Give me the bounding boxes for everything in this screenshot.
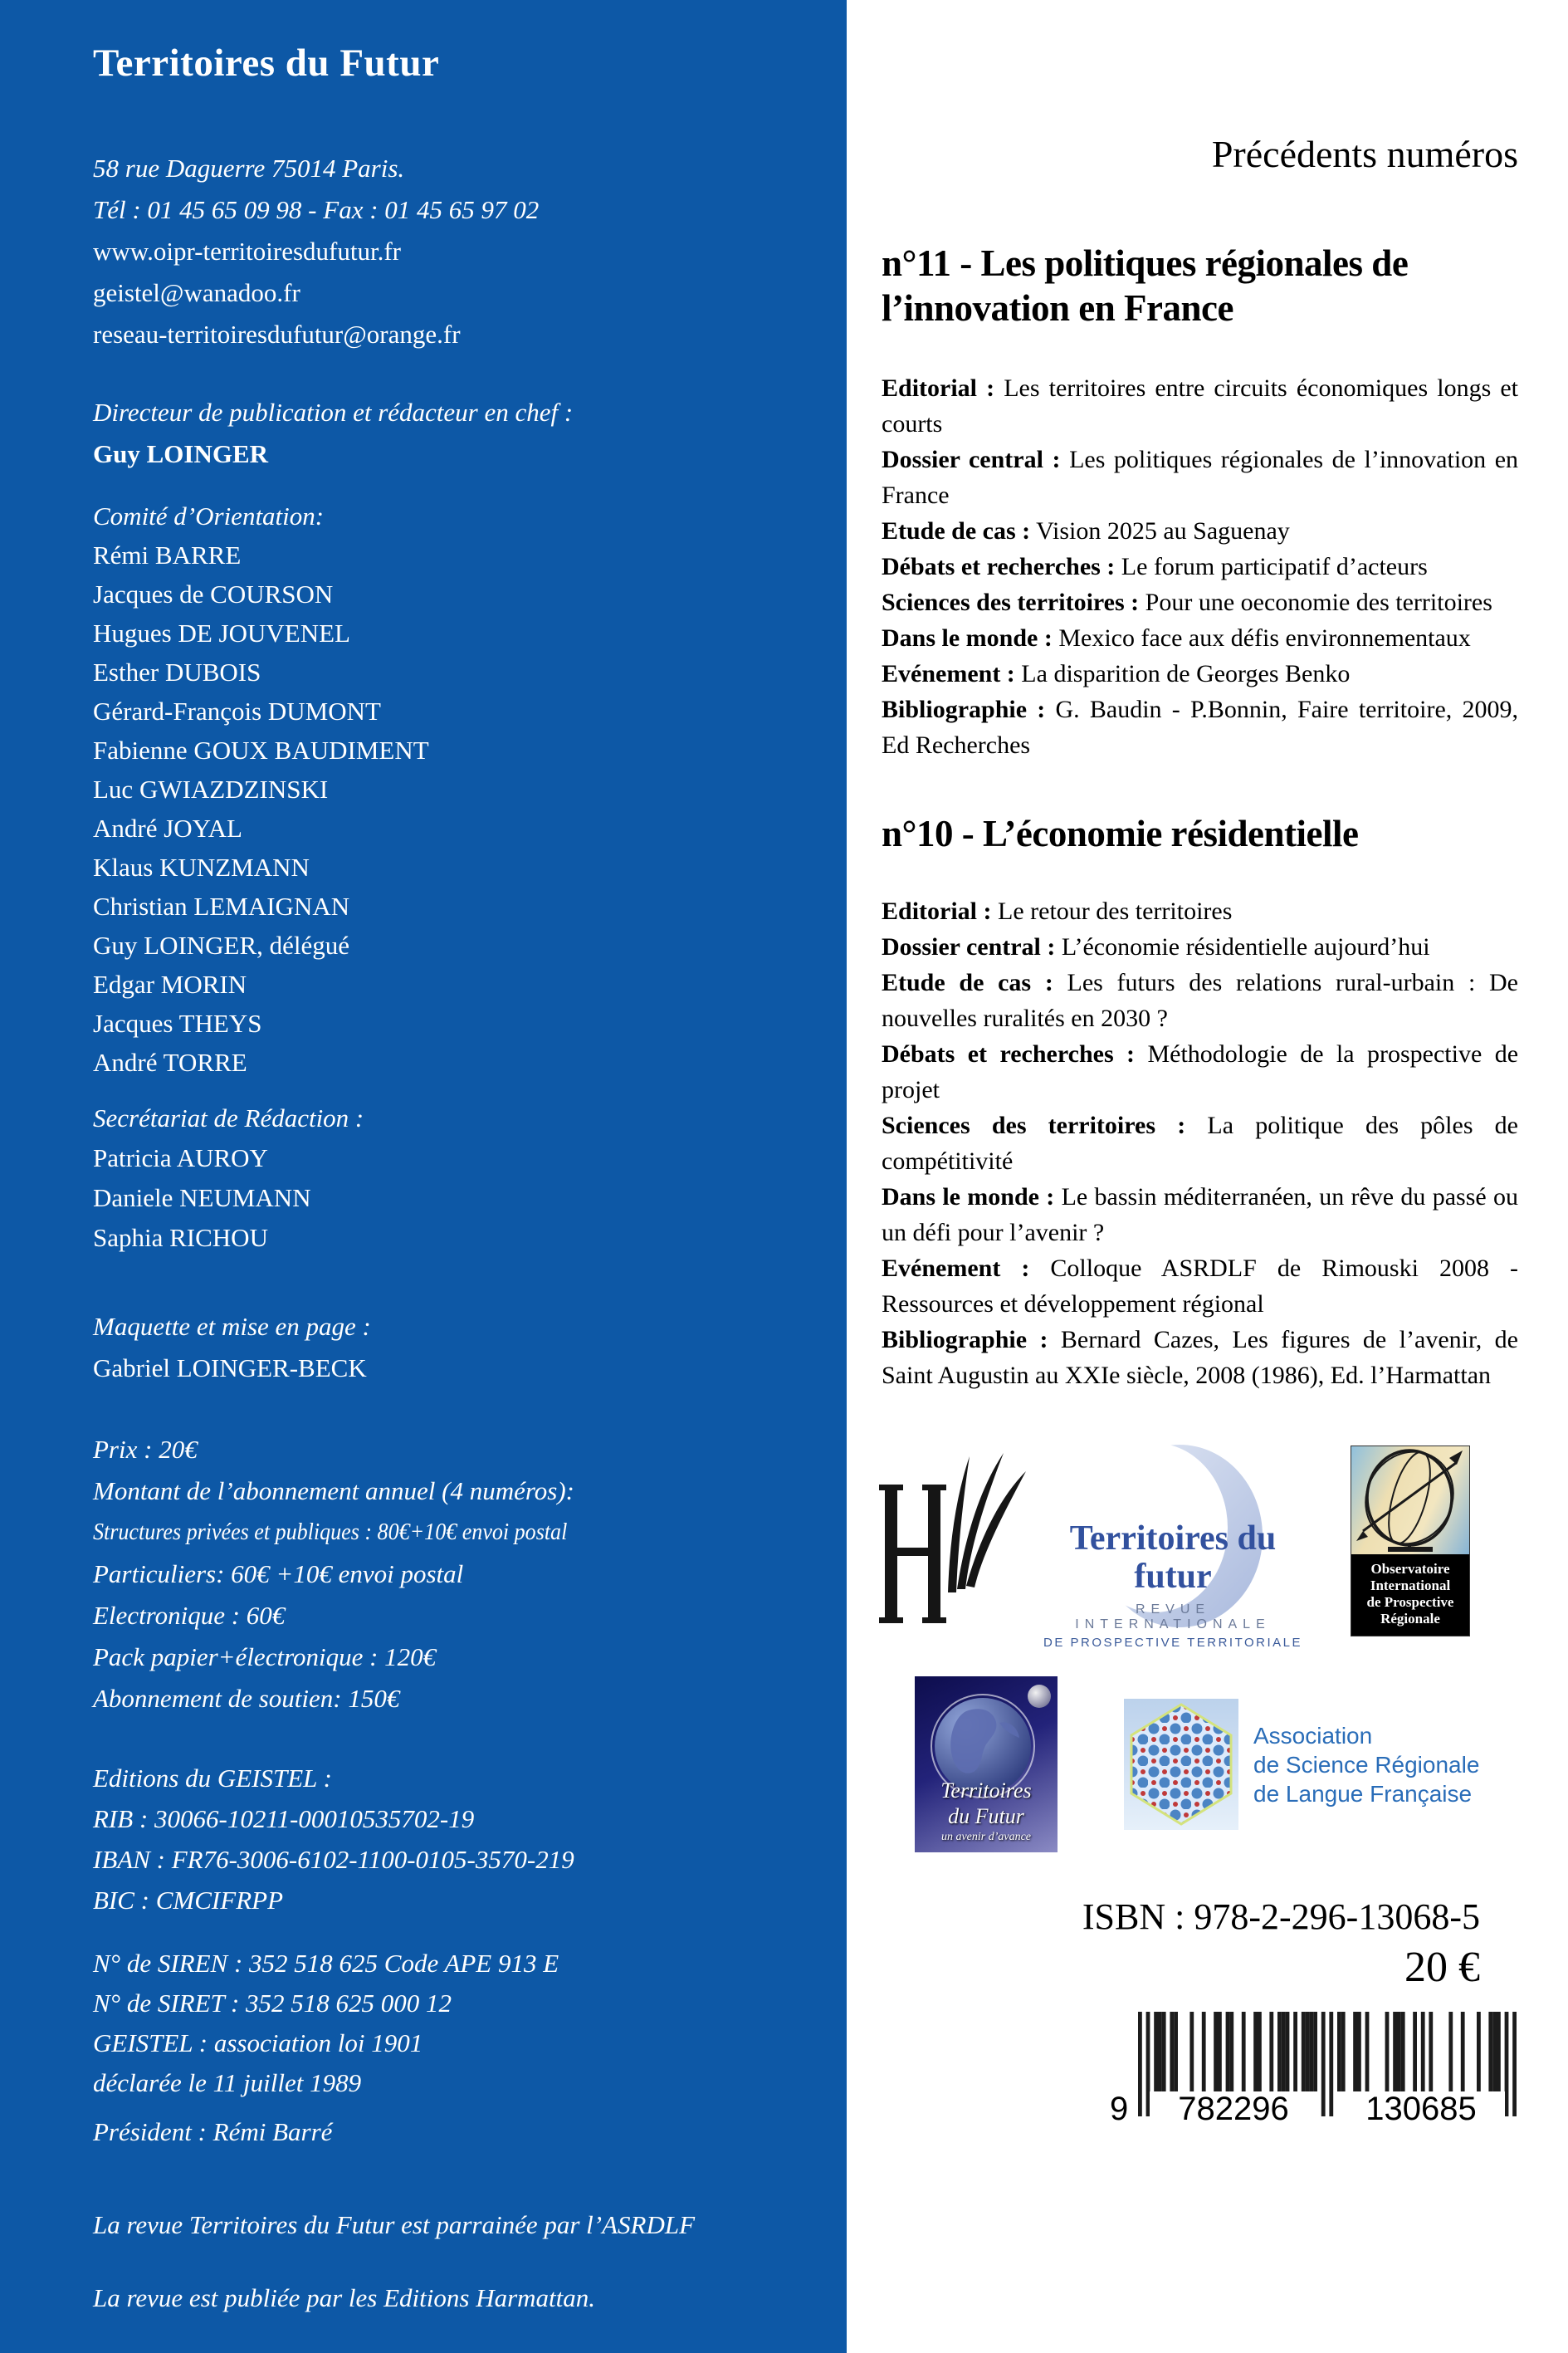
- secretariat-list: [93, 1138, 805, 1258]
- entry-text: Bernard Cazes, Les figures de l’avenir, de Saint Augustin au XXIe siècle, 2008 (1986), Ed. l’Harmattan: [882, 1326, 1518, 1389]
- legal-line: déclarée le 11 juillet 1989: [93, 2068, 362, 2097]
- entry-text: La politique des pôles de compétitivité: [882, 1112, 1518, 1175]
- contact-link-line[interactable]: www.oipr-territoiresdufutur.fr: [93, 237, 401, 266]
- observatoire-text-line: International: [1370, 1577, 1451, 1593]
- secretariat-member: Patricia AUROY: [93, 1143, 268, 1172]
- committee-member: André JOYAL: [93, 814, 242, 843]
- links-block: [93, 231, 805, 355]
- entry-label: Sciences des territoires :: [882, 1112, 1186, 1139]
- committee-member: Christian LEMAIGNAN: [93, 892, 350, 921]
- issue-entry: [882, 1250, 1518, 1322]
- address-line: 58 rue Daguerre 75014 Paris.: [93, 154, 405, 183]
- publisher-line: La revue est publiée par les Editions Harmattan.: [93, 2283, 596, 2312]
- observatoire-logo: [1351, 1446, 1470, 1636]
- entry-text: Le retour des territoires: [998, 898, 1233, 925]
- asrdlf-logo-text: [1253, 1721, 1479, 1808]
- issue-entry: [882, 1108, 1518, 1179]
- issue-entry: [882, 620, 1518, 656]
- issue-entry: [882, 370, 1518, 442]
- issue-11-contents: [882, 370, 1518, 763]
- globe-logo-line3: un avenir d’avance: [940, 1831, 1032, 1843]
- sponsor-line: La revue Territoires du Futur est parrainée par l’ASRDLF: [93, 2210, 696, 2239]
- pricing-line: Structures privées et publiques : 80€+10€ envoi postal: [93, 1519, 568, 1545]
- issue-entry: [882, 1179, 1518, 1250]
- asrdlf-text-line: de Science Régionale: [1253, 1751, 1480, 1778]
- issue-entry: [882, 893, 1518, 929]
- issue-10-section: [882, 811, 1518, 1393]
- committee-member: Jacques THEYS: [93, 1009, 262, 1038]
- entry-text: Les futurs des relations rural-urbain : De nouvelles ruralités en 2030 ?: [882, 969, 1518, 1032]
- barcode: [1110, 2012, 1518, 2130]
- observatoire-text-line: Régionale: [1380, 1610, 1440, 1627]
- issue-entry: [882, 965, 1518, 1036]
- entry-text: Le forum participatif d’acteurs: [1121, 553, 1428, 580]
- committee-member: Esther DUBOIS: [93, 658, 261, 687]
- issue-entry: [882, 656, 1518, 692]
- entry-label: Bibliographie :: [882, 696, 1046, 723]
- entry-text: Les territoires entre circuits économiques longs et courts: [882, 374, 1519, 438]
- committee-member: Edgar MORIN: [93, 970, 247, 999]
- contact-link-line[interactable]: geistel@wanadoo.fr: [93, 278, 300, 307]
- issue-entry: [882, 549, 1518, 585]
- publisher-block: [93, 2277, 805, 2319]
- entry-label: Dossier central :: [882, 933, 1056, 961]
- pricing-line: Abonnement de soutien: 150€: [93, 1684, 400, 1713]
- entry-label: Dans le monde :: [882, 1183, 1055, 1211]
- barcode-digits-left: 782296: [1150, 2091, 1317, 2126]
- contact-link-line[interactable]: reseau-territoiresdufutur@orange.fr: [93, 320, 461, 349]
- observatoire-logo-text: [1351, 1554, 1469, 1636]
- secretariat-block: [93, 1098, 805, 1258]
- entry-text: La disparition de Georges Benko: [1021, 660, 1351, 687]
- president-block: [93, 2111, 805, 2153]
- committee-member: Klaus KUNZMANN: [93, 853, 310, 882]
- legal-line: N° de SIRET : 352 518 625 000 12: [93, 1989, 452, 2018]
- maquette-block: [93, 1306, 805, 1389]
- barcode-digit-leading: 9: [1110, 2091, 1129, 2127]
- pricing-line: Particuliers: 60€ +10€ envoi postal: [93, 1559, 464, 1588]
- committee-member: Luc GWIAZDZINSKI: [93, 775, 329, 804]
- issue-entry: [882, 442, 1518, 513]
- entry-label: Bibliographie :: [882, 1326, 1048, 1353]
- pricing-block: [93, 1429, 805, 1720]
- journal-title: Territoires du Futur: [93, 42, 440, 85]
- revue-logo-text: [1040, 1519, 1306, 1650]
- asrdlf-hexagon-logo: [1124, 1699, 1238, 1830]
- asrdlf-text-line: Association: [1253, 1722, 1373, 1749]
- issue-11-section: [882, 241, 1518, 763]
- entry-label: Dans le monde :: [882, 624, 1053, 652]
- bank-detail-line: RIB : 30066-10211-00010535702-19: [93, 1804, 475, 1833]
- logos-row-2: [882, 1676, 1518, 1852]
- committee-member: Rémi BARRE: [93, 541, 242, 570]
- entry-text: G. Baudin - P.Bonnin, Faire territoire, 2009, Ed Recherches: [882, 696, 1518, 759]
- entry-text: Colloque ASRDLF de Rimouski 2008 - Ressources et développement régional: [882, 1255, 1518, 1318]
- entry-label: Editorial :: [882, 898, 992, 925]
- harmattan-logo: [877, 1450, 1030, 1632]
- entry-text: Pour une oeconomie des territoires: [1145, 589, 1492, 616]
- entry-label: Evénement :: [882, 660, 1015, 687]
- address-block: [93, 148, 805, 231]
- entry-label: Dossier central :: [882, 446, 1061, 473]
- president-line: Président : Rémi Barré: [93, 2117, 333, 2146]
- issue-entry: [882, 692, 1518, 763]
- address-line: Tél : 01 45 65 09 98 - Fax : 01 45 65 97 02: [93, 195, 540, 224]
- maquette-label: Maquette et mise en page :: [93, 1312, 371, 1341]
- bank-detail-line: BIC : CMCIFRPP: [93, 1886, 284, 1915]
- hexagon-dots-icon: [1126, 1701, 1236, 1827]
- entry-label: Etude de cas :: [882, 969, 1053, 996]
- committee-member: Jacques de COURSON: [93, 580, 334, 609]
- committee-list: [93, 536, 805, 1082]
- legal-line: N° de SIREN : 352 518 625 Code APE 913 E: [93, 1949, 559, 1978]
- globe-logo-line2: du Futur: [948, 1804, 1024, 1828]
- isbn-text: ISBN : 978-2-296-13068-5: [1082, 1896, 1480, 1937]
- committee-block: [93, 497, 805, 1082]
- entry-label: Editorial :: [882, 374, 995, 402]
- revue-logo-title: Territoires du futur: [1069, 1519, 1277, 1596]
- issue-entry: [882, 513, 1518, 549]
- issue-11-title: n°11 - Les politiques régionales de l’innovation en France: [882, 242, 1409, 329]
- director-block: [93, 392, 805, 475]
- harmattan-h-quill-icon: [877, 1450, 1030, 1628]
- committee-member: Guy LOINGER, délégué: [93, 931, 350, 960]
- revue-logo-subtitle-1: REVUE INTERNATIONALE: [1075, 1602, 1271, 1631]
- pricing-line: Montant de l’abonnement annuel (4 numéros):: [93, 1476, 574, 1505]
- territoires-du-futur-globe-logo: [915, 1676, 1058, 1852]
- entry-text: Les politiques régionales de l’innovation en France: [882, 446, 1519, 509]
- territoires-du-futur-revue-logo: [1040, 1443, 1306, 1650]
- logos-row-1: [882, 1443, 1518, 1650]
- observatoire-text-line: de Prospective: [1366, 1593, 1454, 1610]
- committee-member: Gérard-François DUMONT: [93, 697, 381, 726]
- bank-detail-line: IBAN : FR76-3006-6102-1100-0105-3570-219: [93, 1845, 574, 1874]
- revue-logo-subtitle-2: DE PROSPECTIVE TERRITORIALE: [1043, 1636, 1302, 1650]
- price-text: 20 €: [1404, 1944, 1480, 1991]
- issue-entry: [882, 585, 1518, 620]
- observatoire-text-line: Observatoire: [1370, 1560, 1450, 1577]
- issue-entry: [882, 929, 1518, 965]
- globe-logo-line1: Territoires: [940, 1778, 1032, 1803]
- secretariat-member: Saphia RICHOU: [93, 1223, 268, 1252]
- committee-label: Comité d’Orientation:: [93, 501, 325, 531]
- pricing-line: Prix : 20€: [93, 1435, 198, 1464]
- bank-detail-line: Editions du GEISTEL :: [93, 1764, 332, 1793]
- director-label: Directeur de publication et rédacteur en chef :: [93, 398, 574, 427]
- entry-label: Débats et recherches :: [882, 1040, 1136, 1068]
- legal-block: [93, 1944, 805, 2103]
- previous-issues-panel: [847, 0, 1568, 2353]
- pricing-line: Electronique : 60€: [93, 1601, 286, 1630]
- secretariat-label: Secrétariat de Rédaction :: [93, 1103, 364, 1132]
- sponsor-block: [93, 2204, 805, 2246]
- previous-issues-header: Précédents numéros: [1211, 133, 1518, 175]
- entry-text: Vision 2025 au Saguenay: [1036, 517, 1290, 545]
- entry-text: Méthodologie de la prospective de projet: [882, 1040, 1519, 1103]
- entry-label: Sciences des territoires :: [882, 589, 1140, 616]
- entry-label: Etude de cas :: [882, 517, 1031, 545]
- entry-label: Débats et recherches :: [882, 553, 1116, 580]
- barcode-digits-right: 130685: [1337, 2091, 1505, 2126]
- bank-details-block: [93, 1758, 805, 1920]
- secretariat-member: Daniele NEUMANN: [93, 1183, 311, 1212]
- director-name: Guy LOINGER: [93, 439, 269, 468]
- issue-entry: [882, 1036, 1518, 1108]
- committee-member: Hugues DE JOUVENEL: [93, 619, 350, 648]
- maquette-name: Gabriel LOINGER-BECK: [93, 1353, 367, 1382]
- asrdlf-text-line: de Langue Française: [1253, 1780, 1473, 1807]
- entry-text: Le bassin méditerranéen, un rêve du passé ou un défi pour l’avenir ?: [882, 1183, 1519, 1246]
- observatoire-globe-icon: [1351, 1446, 1469, 1554]
- entry-text: Mexico face aux défis environnementaux: [1058, 624, 1471, 652]
- issue-entry: [882, 1322, 1518, 1393]
- entry-text: L’économie résidentielle aujourd’hui: [1061, 933, 1430, 961]
- legal-line: GEISTEL : association loi 1901: [93, 2028, 423, 2057]
- entry-label: Evénement :: [882, 1255, 1030, 1282]
- issue-10-title: n°10 - L’économie résidentielle: [882, 813, 1359, 854]
- issue-10-contents: [882, 893, 1518, 1393]
- committee-member: Fabienne GOUX BAUDIMENT: [93, 736, 429, 765]
- committee-member: André TORRE: [93, 1048, 247, 1077]
- globe-logo-text: [915, 1778, 1058, 1846]
- pricing-line: Pack papier+électronique : 120€: [93, 1642, 437, 1671]
